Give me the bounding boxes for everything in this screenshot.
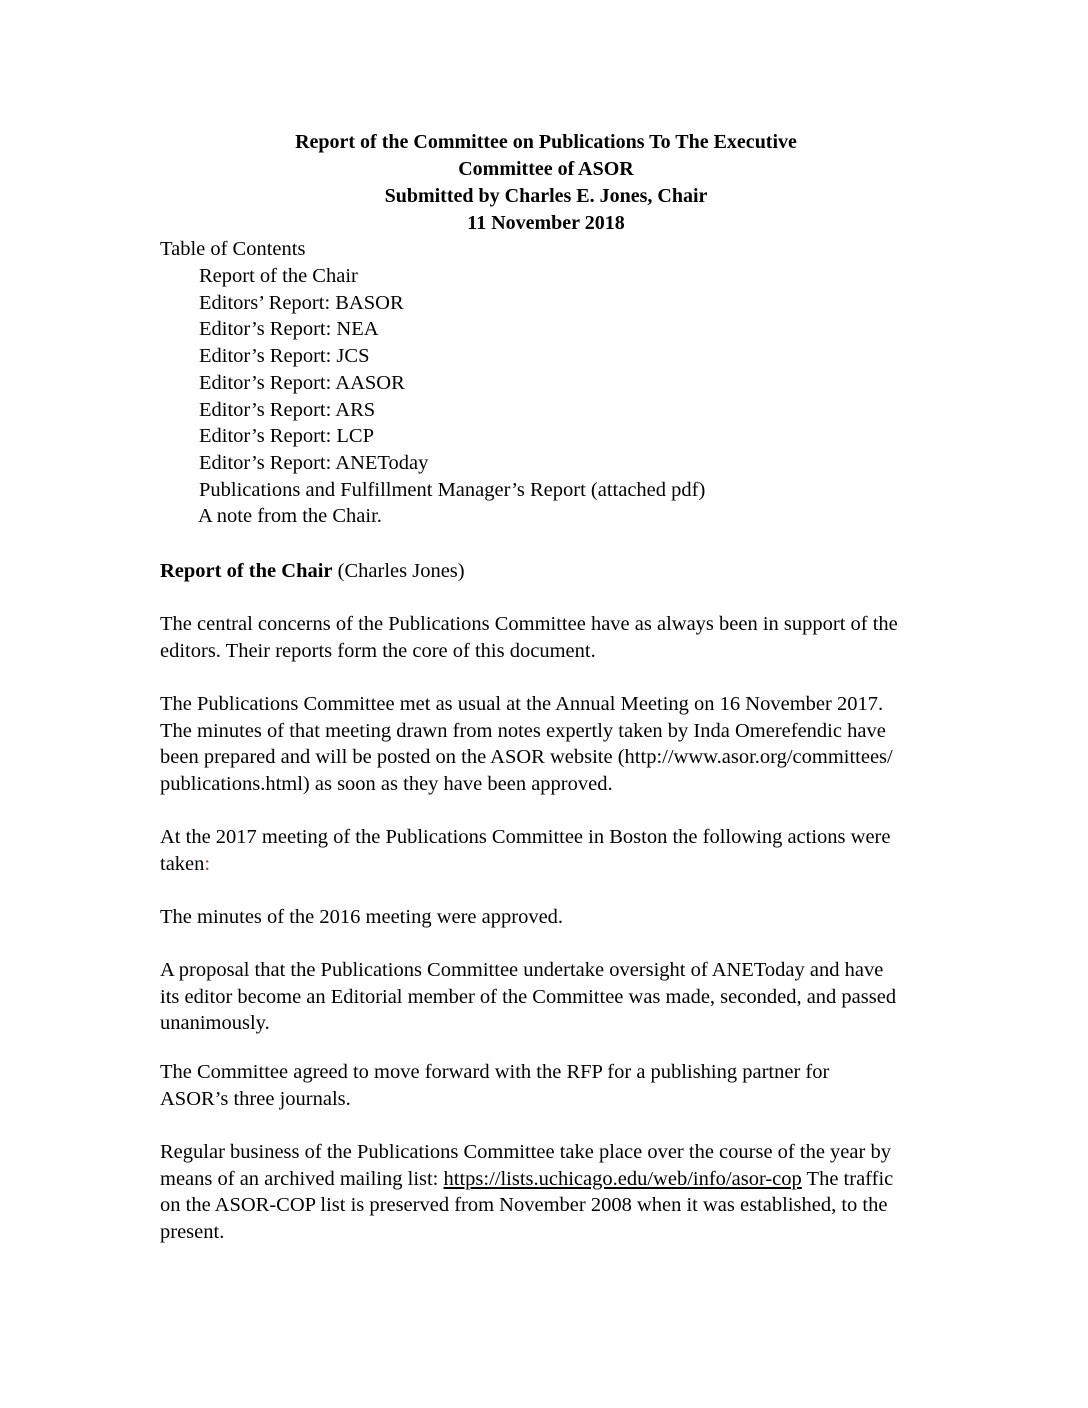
chair-report-heading-bold: Report of the Chair xyxy=(160,560,333,582)
report-title xyxy=(160,129,932,237)
paragraph-line: The minutes of that meeting drawn from notes expertly taken by Inda Omerefendic have xyxy=(160,719,886,742)
toc-item: Editor’s Report: JCS xyxy=(199,345,370,368)
toc-item: Editors’ Report: BASOR xyxy=(199,291,404,314)
paragraph-line: on the ASOR-COP list is preserved from November 2008 when it was established, to the xyxy=(160,1194,888,1217)
paragraph-mailing-list xyxy=(160,1139,950,1246)
title-line-3: Submitted by Charles E. Jones, Chair xyxy=(384,185,708,207)
toc-item: Editor’s Report: LCP xyxy=(199,425,375,448)
paragraph-line: unanimously. xyxy=(160,1012,270,1035)
paragraph-line: The minutes of the 2016 meeting were approved. xyxy=(160,906,564,928)
mailing-list-traffic: The traffic xyxy=(801,1167,894,1190)
title-line-1: Report of the Committee on Publications To The Executive xyxy=(295,131,797,153)
red-colon: : xyxy=(204,852,211,875)
paragraph-line: present. xyxy=(160,1221,225,1244)
paragraph-line: The Publications Committee met as usual at the Annual Meeting on 16 November 2017. xyxy=(160,693,884,715)
taken-word: taken xyxy=(160,852,205,875)
toc-item: Editor’s Report: ARS xyxy=(199,398,376,421)
toc-item: Editor’s Report: AASOR xyxy=(199,371,405,394)
paragraph-minutes-approved xyxy=(160,904,950,931)
paragraph-line: A proposal that the Publications Committee undertake oversight of ANEToday and have xyxy=(160,959,884,981)
chair-report-heading xyxy=(160,558,465,585)
toc-item: Publications and Fulfillment Manager’s Report (attached pdf) xyxy=(199,478,706,501)
paragraph-line: At the 2017 meeting of the Publications Committee in Boston the following actions were xyxy=(160,826,891,848)
paragraph-actions-taken xyxy=(160,824,950,877)
paragraph-line: Regular business of the Publications Committee take place over the course of the year by xyxy=(160,1141,891,1163)
mailing-list-intro: means of an archived mailing list: xyxy=(160,1167,444,1190)
paragraph-line: ASOR’s three journals. xyxy=(160,1087,351,1110)
asor-cop-link[interactable]: https://lists.uchicago.edu/web/info/asor-cop xyxy=(443,1167,802,1190)
paragraph-annual-meeting xyxy=(160,691,950,798)
paragraph-line: its editor become an Editorial member of the Committee was made, seconded, and passed xyxy=(160,985,897,1008)
paragraph-line: The central concerns of the Publications Committee have as always been in support of the xyxy=(160,613,898,635)
paragraph-rfp xyxy=(160,1059,950,1112)
chair-report-heading-author: (Charles Jones) xyxy=(332,560,465,582)
paragraph-anetoday-proposal xyxy=(160,957,950,1037)
toc-heading: Table of Contents xyxy=(160,238,306,260)
toc-item: A note from the Chair. xyxy=(198,505,382,528)
paragraph-line: publications.html) as soon as they have been approved. xyxy=(160,773,613,796)
paragraph-central-concerns xyxy=(160,611,950,664)
paragraph-line: been prepared and will be posted on the ASOR website (http://www.asor.org/committees/ xyxy=(160,746,893,769)
title-date: 11 November 2018 xyxy=(467,212,625,234)
paragraph-line xyxy=(160,1166,950,1193)
paragraph-line xyxy=(160,851,950,878)
toc-item: Report of the Chair xyxy=(199,265,358,287)
paragraph-line: editors. Their reports form the core of this document. xyxy=(160,639,596,662)
title-line-2: Committee of ASOR xyxy=(458,158,634,180)
paragraph-line: The Committee agreed to move forward with the RFP for a publishing partner for xyxy=(160,1061,830,1083)
table-of-contents xyxy=(199,263,705,530)
toc-item: Editor’s Report: NEA xyxy=(199,318,379,341)
toc-item: Editor’s Report: ANEToday xyxy=(199,451,429,474)
